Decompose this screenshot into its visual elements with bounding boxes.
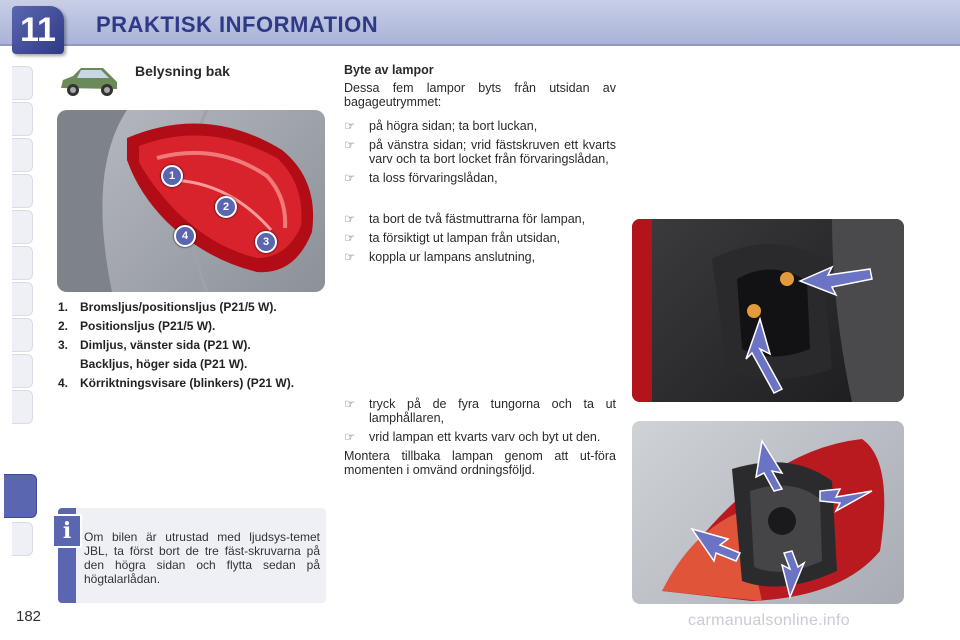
bulb-text: Körriktningsvisare (blinkers) (P21 W). — [80, 376, 295, 390]
hand-pointer-icon: ☞ — [344, 119, 356, 133]
bulb-marker-1: 1 — [161, 165, 183, 187]
step-text: koppla ur lampans anslutning, — [369, 250, 536, 264]
step-item — [344, 430, 616, 444]
trunk-drawing — [632, 219, 904, 402]
bulb-item — [58, 338, 328, 352]
instructions-closing: Montera tillbaka lampan genom att ut-föra momenten i omvänd ordningsföljd. — [344, 449, 616, 477]
step-text: ta bort de två fästmuttrarna för lampan, — [369, 212, 586, 226]
bulb-text: Dimljus, vänster sida (P21 W). — [80, 338, 251, 352]
steps-group-a — [344, 119, 616, 185]
step-text: tryck på de fyra tungorna och ta ut lamphållaren, — [369, 397, 616, 425]
bulb-number: 3. — [58, 338, 69, 352]
step-text: vrid lampan ett kvarts varv och byt ut den. — [369, 430, 601, 444]
chapter-badge: 11 — [12, 6, 64, 54]
step-item — [344, 138, 616, 166]
hand-pointer-icon: ☞ — [344, 138, 356, 152]
bulb-item — [58, 357, 328, 371]
hand-pointer-icon: ☞ — [344, 397, 356, 411]
chapter-tab[interactable] — [12, 246, 33, 280]
trunk-photo — [632, 219, 904, 402]
hand-pointer-icon: ☞ — [344, 212, 356, 226]
hand-pointer-icon: ☞ — [344, 231, 356, 245]
watermark: carmanualsonline.info — [688, 612, 850, 629]
steps-group-b — [344, 212, 616, 264]
steps-group-c — [344, 397, 616, 444]
bulb-number — [58, 357, 80, 371]
step-item — [344, 119, 616, 133]
step-item — [344, 171, 616, 185]
chapter-tab[interactable] — [12, 354, 33, 388]
bulb-marker-3: 3 — [255, 231, 277, 253]
hand-pointer-icon: ☞ — [344, 430, 356, 444]
instructions-intro: Dessa fem lampor byts från utsidan av bagageutrymmet: — [344, 81, 616, 109]
instructions-title: Byte av lampor — [344, 63, 434, 77]
bulb-text: Bromsljus/positionsljus (P21/5 W). — [80, 300, 277, 314]
instructions-column — [344, 63, 616, 487]
chapter-tab[interactable] — [12, 318, 33, 352]
bulb-item — [58, 300, 328, 314]
hand-pointer-icon: ☞ — [344, 250, 356, 264]
bulb-marker-4: 4 — [174, 225, 196, 247]
taillamp-drawing — [57, 110, 325, 292]
bulb-item — [58, 319, 328, 333]
chapter-tab[interactable] — [12, 174, 33, 208]
page-title: PRAKTISK INFORMATION — [96, 12, 379, 37]
bulb-item — [58, 376, 328, 390]
chapter-tab-active[interactable] — [4, 474, 37, 518]
step-text: ta försiktigt ut lampan från utsidan, — [369, 231, 561, 245]
chapter-tab[interactable] — [12, 522, 33, 556]
section-title: Belysning bak — [135, 63, 230, 79]
info-text: Om bilen är utrustad med ljudsys-temet JBL, ta först bort de tre fäst-skruvarna på den högra sidan och flytta sedan på högtalarlådan. — [84, 530, 320, 586]
bulb-text: Positionsljus (P21/5 W). — [80, 319, 216, 333]
bulb-number: 1. — [58, 300, 69, 314]
step-text: på vänstra sidan; vrid fästskruven ett kvarts varv och ta bort locket från förvaringslådan, — [369, 138, 616, 166]
bulb-number: 4. — [58, 376, 69, 390]
step-item — [344, 212, 616, 226]
bulb-marker-2: 2 — [215, 196, 237, 218]
chapter-tab[interactable] — [12, 66, 33, 100]
chapter-tab[interactable] — [12, 210, 33, 244]
step-item — [344, 231, 616, 245]
info-icon: i — [52, 514, 82, 548]
chapter-tab[interactable] — [12, 138, 33, 172]
lamp-holder-photo — [632, 421, 904, 604]
step-item — [344, 250, 616, 264]
taillamp-image — [57, 110, 325, 292]
bulb-number: 2. — [58, 319, 69, 333]
step-item — [344, 397, 616, 425]
header-divider — [0, 44, 960, 46]
page-number: 182 — [16, 608, 42, 625]
hand-pointer-icon: ☞ — [344, 171, 356, 185]
bulb-list — [58, 300, 328, 395]
chapter-tab[interactable] — [12, 282, 33, 316]
chapter-tab[interactable] — [12, 102, 33, 136]
step-text: ta loss förvaringslådan, — [369, 171, 498, 185]
lamp-holder-drawing — [632, 421, 904, 604]
car-icon — [57, 62, 121, 98]
chapter-tabs — [12, 66, 32, 576]
chapter-tab[interactable] — [12, 390, 33, 424]
step-text: på högra sidan; ta bort luckan, — [369, 119, 538, 133]
bulb-text: Backljus, höger sida (P21 W). — [80, 357, 248, 371]
